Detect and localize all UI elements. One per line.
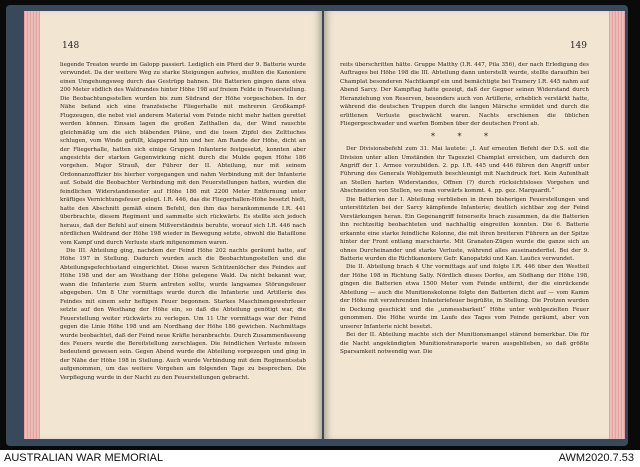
right-paragraph: Bei der II. Abteilung machte sich der Munitionsmangel stärend bemerkbar. Die für die Nacht angekündigten Munitionstransporte waren ausgeblieben, so daß größte Sparsamkeit notwendig war. Die [340,332,589,355]
right-paragraph: Die Batterien der I. Abteilung verblieben in ihren bisherigen Feuerstellungen und unterstützten bei der Sarcy kämpfende Infanterie; deutlich sichtbar zog der Feind Verstärkungen heran. Ein Gegenangriff feinerseits brach zusammen, da die Batterien ihn rechtzeitig beobachteten und nachhaltig eingreifen konnten. Die 6. Batterie erkannte eine starke feindliche Kolonne, die mit ihren breiteren Führern an der Spitze hinter der Front entlang marschierte. Mit Granaten-Zügen wurde die ganze sich an ohnes Durcheinander und starke Verluste, während alles auseinanderfiel. Bei der 9. Batterie wurden die Richtkanoniere Gefr. Kanopatzki und Kan. Laufics verwundet. [340,196,589,262]
right-page-paper [324,11,609,439]
left-page-number: 148 [62,41,80,51]
left-paragraph: liegende Treaton wurde im Galopp passiert. Lediglich ein Pferd der 9. Batterie wurde verwundet. Da der weitere Weg zu starke Steigungen aufwies, mußten die Kanoniere einen Umgehungsweg durch das Gestrüpp bahnen. Die Batterien gingen dann etwa 200 Meter südlich des Waldrandes hinter Höhe 198 auf freiem Felde in Feuerstellung. Die Beobachtungsstellen wurden bis zum Südrand der Höhe vorgeschoben. In der Nähe befand sich eine französische Fliegerhalle mit mehreren Großkampf-Flugzeugen, die nebst viel anderem Material vom Feinde nicht mehr hatten gerettet werden können. Einsam lagen die großen Zelthallen da, der Wind rauschte gleichmäßig um die sich bläbenden Pläne, und die losen Zipfel des Zelttuches schlugen, vom Winde gefüllt, klappernd hin und her. Am Rande der Höhe, dicht an der Fliegerhalle, hatten sich einige Gruppen Infanterie festgesetzt, konnten aber angesichts der starken Gegenwirkung nicht durch die Mulde gegen Höhe 186 vorgehen. Major Strauß, der Führer der II. Abteilung, nur mit seinem Ordonnanzoffizier bis hierher vorgegangen und nahm Verbindung mit der Infanterie auf. Sobald die Beobachter Verbindung mit den Feuerstellungen hatten, wurden die feindlichen Widerstandsnester auf Höhe 186 mit 2200 Meter Entfernung unter kräftiges Vernichtungsfeuer gelegt. I.R. 446, das die Fliegerhallen-Höhe besetzt hielt, hatte den Abschnitt gemäß einem Befehl, den ihm das herankommende I.R. 441 überbrachte, diesem Regiment und sammelte sich rückwärts. Es stellte sich jedoch heraus, daß der Befehl auf einem Mißverständnis beruhte, worauf sich I.R. 446 nach nördlichen Waldrand der Höhe 198 wieder in Bewegung setzte, obwohl die Bataillone vom Kampf und durch Verluste stark mitgenommen waren. [60,62,306,246]
left-paragraph: Die III. Abteilung ging, nachdem der Feind Höhe 202 nachts geräumt hatte, auf Höhe 197 in Stellung. Dadurch wurden auch die Beobachtungsstellen und die Abteilungsgefechtsstand eingerichtet. Diese waren Schützenlöcher des Feindes auf Höhe 198 und der am Westhang der Höhe gelegene Wald. Da nicht bekannt war, wann die Infanterie zum Sturm antreten sollte, wurde langsames Störungsfeuer abgegeben. Um 8 Uhr vormittags wurde durch die Infanterie und Artillerie des Feindes mit einem sehr heftigen Feuer begonnen. Starkes Maschinengewehrfeuer setzte auf den Westhang der Höhe ein, so daß die Abteilung genötigt war, die Feuerstellung weiter rückwärts zu verlegen. Um 11 Uhr vormittags war der Feind gegen die Linie Höhe 198 und am Nordhang der Höhe 186 gewichen. Nachmittags wurde beobachtet, daß der Feind neue Kräfte heranbrachte. Durch Zusammenfassung des Feuers wurde die Bereitstellung zerschlagen. Die feindlichen Verluste müssen bedeutend gewesen sein. Gegen Abend wurde die Abteilung vorgezogen und ging in der Nähe der Höhe 198 in Stellung. Auch wurde Verbindung mit dem Regimentsstab aufgenommen, um das weitere Vorgehen am folgenden Tage zu besprechen. Die Verpflegung wurde in der Nacht zu den Feuerstellungen gebracht. [60,247,307,381]
right-page-text [340,61,589,356]
left-page-paper [40,11,322,439]
footer-bar [0,450,640,467]
right-paragraph: reits überschritten hätte. Gruppe Matthy (I.R. 447, Pila 356), der nach Erledigung des Auftrages bei Höhe 198 die III. Abteilung dann unterstellt wurde, stellte daraufhin bei Champlat besonderen Nachtkampf ein und bemächtigte bei Tramery I.R. 445 nahm auf Abend Sarcy. Der Kampftag hatte gezeigt, daß der Gegner seinen Widerstand durch Heranziehung von Reserven, besonders auch von Artillerie, erheblich verstärkt hatte, während die deutschen Truppen durch die langen Märsche ermüdet und durch die erlittenen Verluste geschwächt waren. Nachts erschienen die üblichen Fliegergeschwader und warfen Bomben über der deutschen Front ab. [340,62,589,128]
right-paragraph: Die II. Abteilung brach 4 Uhr vormittags auf und folgte I.R. 446 über den Westteil der Höhe 198 in Richtung Sally. Nördlich dieses Dorfes, am Südhang der Höhe 198, gingen die Batterien etwa 1500 Meter vom Feinde entfernt, der die einrückende Abteilung — auch die Munitionskolonne folgte den Batterien dicht auf — vom Kamm der Höhe mit verzehrenden Infanteriefeuer begrüßte, in Stellung. Die Protzen wurden in Deckung geschickt und die „unmessbarkeit“ Höhe unter wohlgezielten Feuer genommen. Die Höhe wurde im Laufe des Tages vom Feinde geräumt, aber von unserer Infanterie nicht besetzt. [340,264,589,330]
left-page-edge [24,11,40,439]
right-page [324,11,625,439]
right-paragraph: Der Divisionsbefehl zum 31. Mai lautete: „I. Auf erneuten Befehl der D.S. soll die Division unter allen Umständen ihr Tagesziel Champlat erreichen, um dadurch den Angriff der 1. Armee vorzubilden. 2. pp. I.R. 445 und 446 führen den Angriff unter Führung des Generals Wohlgemuth beschleunigt mit Nachdruck fort. Kein Aufenthalt an Stellen harten Widerstandes, Offnen (?) durch rücksichtsloses Vorgehen und Abschneiden von Stellen, wo man vorwärts kommt. 4. pp. gez. Marquardt.“ [340,146,589,195]
right-page-edge [609,11,625,439]
left-page [24,11,322,439]
footer-catalog-id: AWM2020.7.53 [558,452,634,464]
right-page-number: 149 [569,41,587,51]
footer-institution: AUSTRALIAN WAR MEMORIAL [4,452,164,464]
section-divider-stars: * * * [430,131,499,141]
left-page-text [60,61,306,382]
